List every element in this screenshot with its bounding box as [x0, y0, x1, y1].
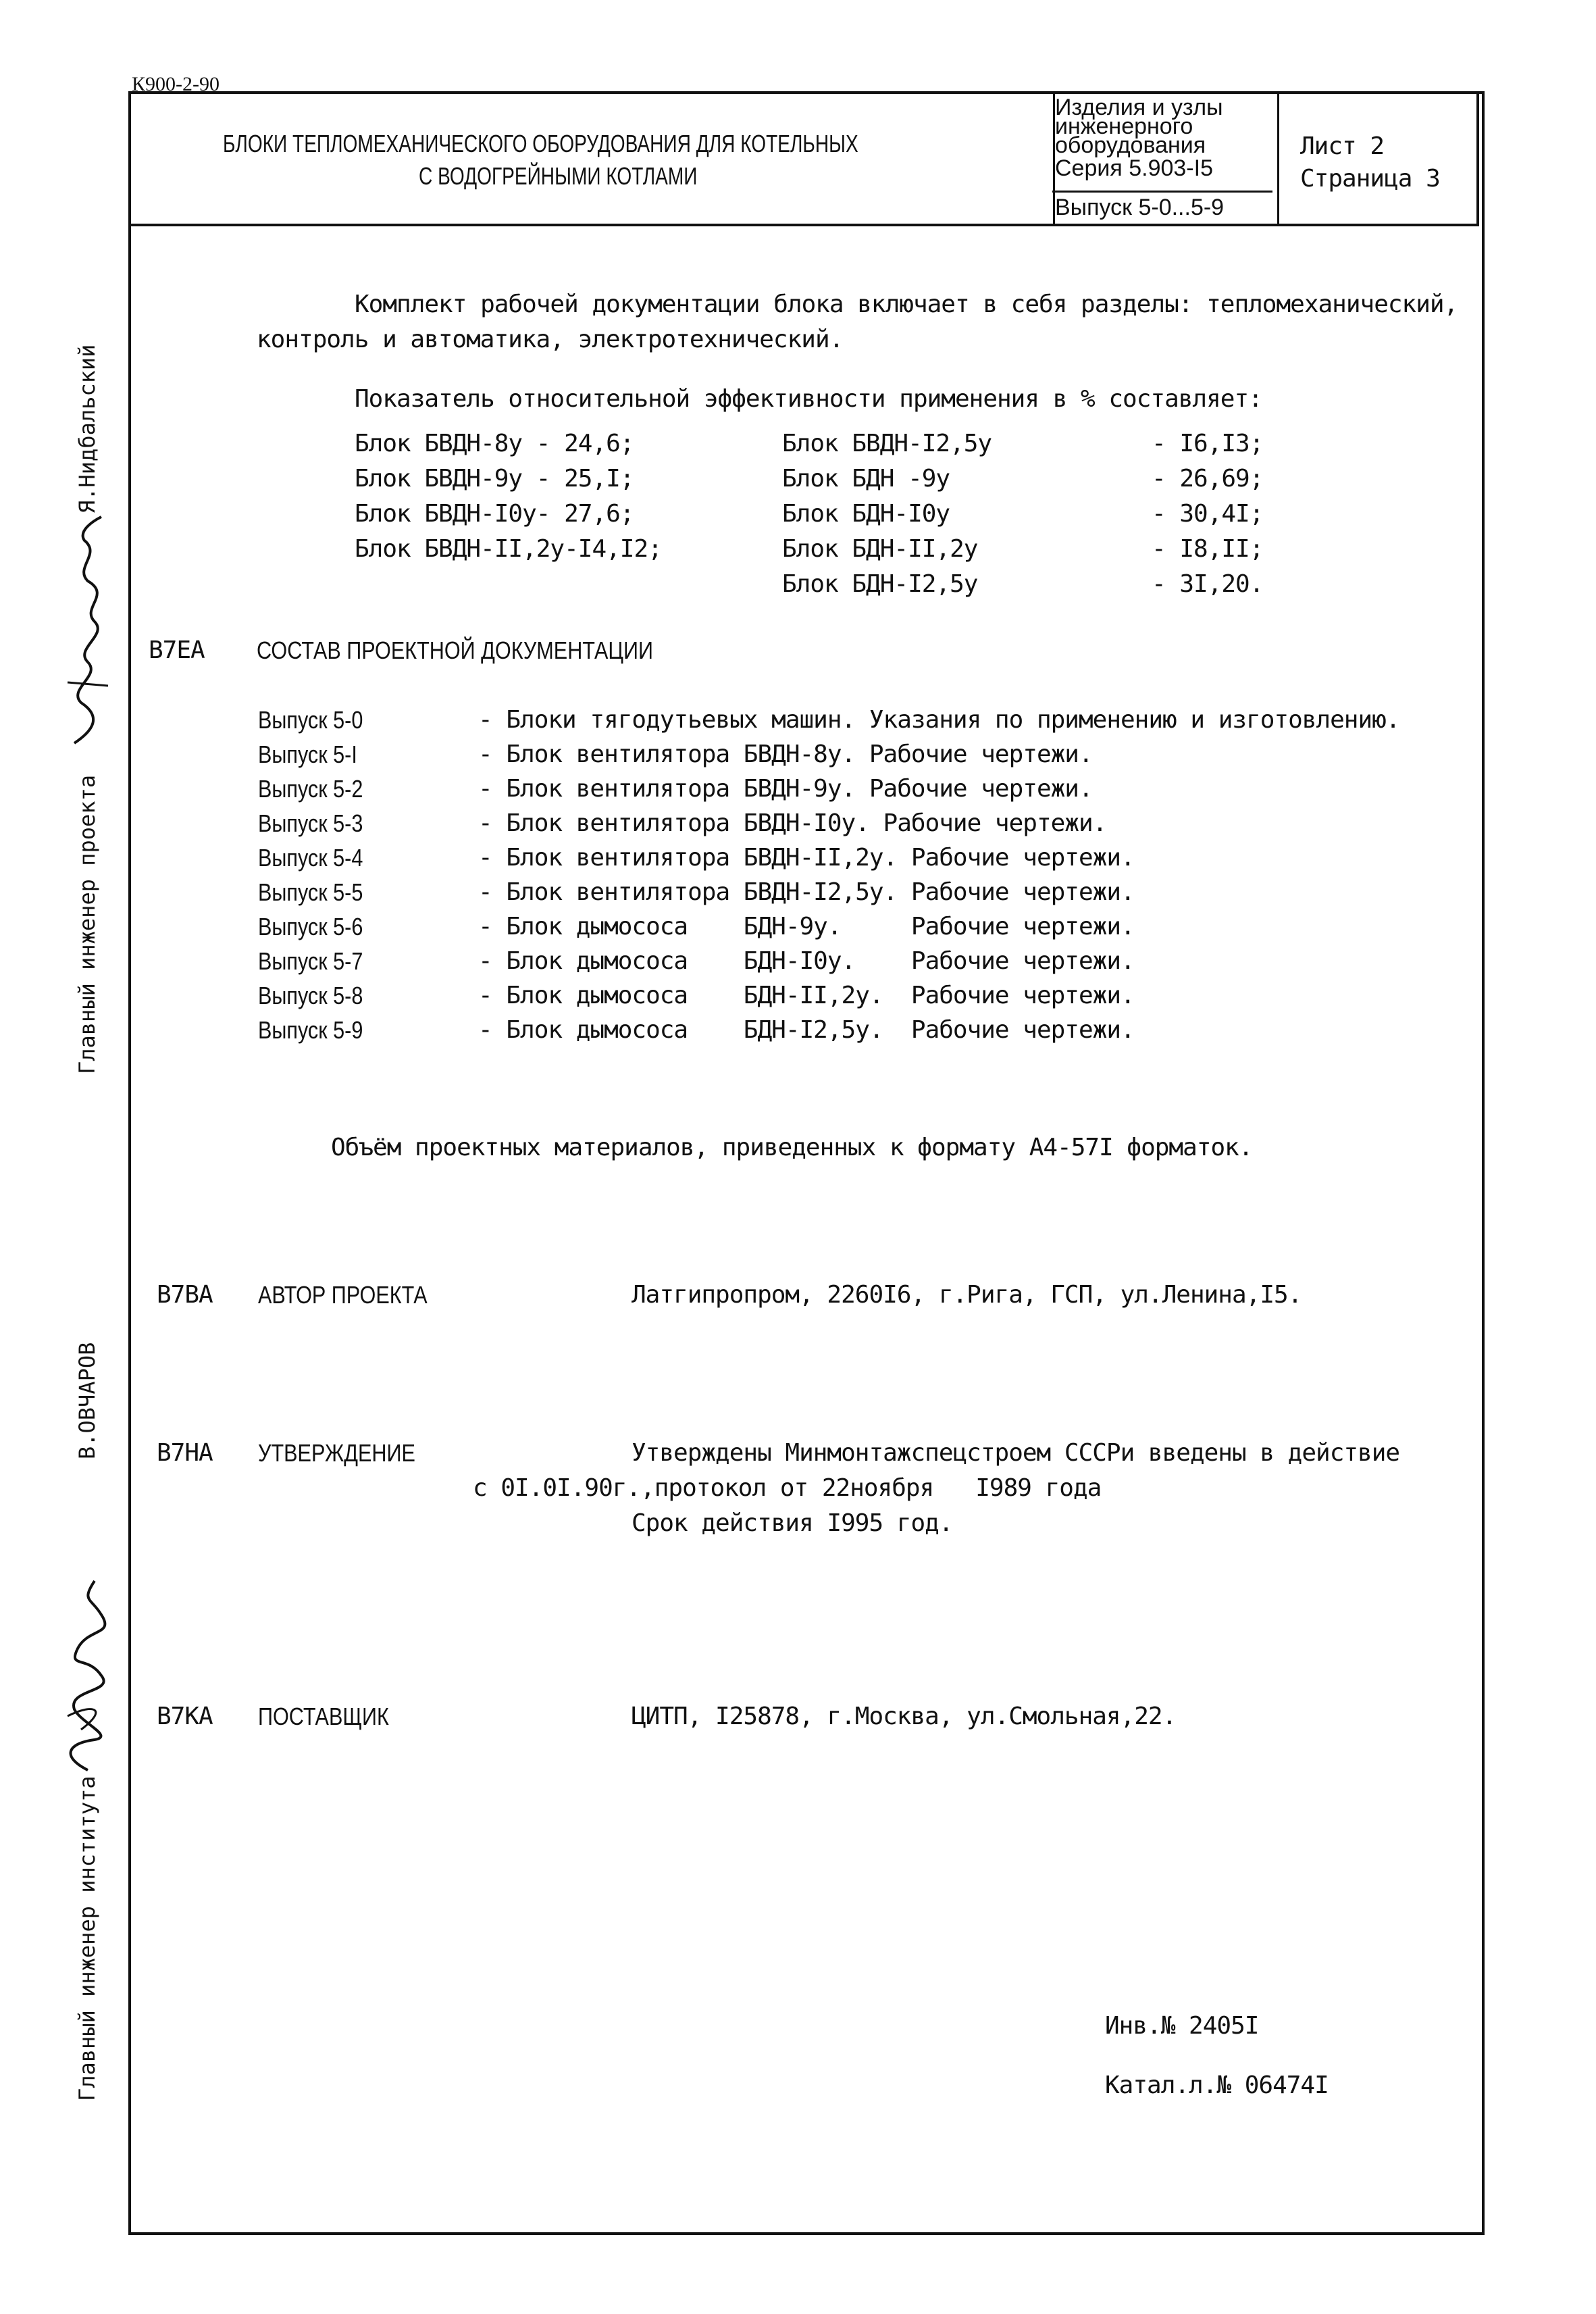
- supplier-code: В7КА: [157, 1703, 213, 1730]
- margin-name-institute-engineer: В.ОВЧАРОВ: [74, 1342, 100, 1459]
- intro-line1: Комплект рабочей документации блока включает в себя разделы: тепломеханический,: [355, 291, 1458, 318]
- header-divider: [1277, 91, 1279, 224]
- issue-description: - Блок вентилятора БВДН-I0у. Рабочие чертежи.: [478, 809, 1107, 837]
- approval-line2: с 0I.0I.90г.,протокол от 22ноября I989 года: [473, 1474, 1102, 1502]
- approval-line3: Срок действия I995 год.: [632, 1509, 953, 1537]
- approval-label: УТВЕРЖДЕНИЕ: [258, 1439, 415, 1467]
- issue-label: Выпуск 5-6: [258, 913, 363, 940]
- efficiency-right-name: Блок БДН-II,2у: [782, 535, 978, 563]
- page-number: Страница 3: [1300, 165, 1440, 193]
- margin-role-chief-institute-engineer: Главный инженер института: [74, 1776, 100, 2101]
- issue-description: - Блок вентилятора БВДН-I2,5у. Рабочие чертежи.: [478, 878, 1135, 906]
- approval-line1: Утверждены Минмонтажспецстроем СССРи введены в действие: [632, 1439, 1400, 1467]
- efficiency-right-name: Блок БВДН-I2,5у: [782, 430, 992, 457]
- issue-label: Выпуск 5-4: [258, 844, 363, 872]
- issue-description: - Блок вентилятора БВДН-8у. Рабочие чертежи.: [478, 740, 1093, 768]
- intro-line2: контроль и автоматика, электротехнический.: [257, 326, 844, 353]
- series-divider: [1052, 191, 1272, 193]
- catalog-number: Катал.л.№ 06474I: [1105, 2071, 1329, 2099]
- series-issues: Выпуск 5-0...5-9: [1055, 195, 1225, 220]
- efficiency-left-item: Блок БВДН-8у - 24,6;: [355, 430, 634, 457]
- efficiency-right-value: - I6,I3;: [1152, 430, 1264, 457]
- efficiency-left-item: Блок БВДН-9у - 25,I;: [355, 465, 634, 493]
- efficiency-left-item: Блок БВДН-II,2у-I4,I2;: [355, 535, 662, 563]
- efficiency-right-name: Блок БДН-I0у: [782, 500, 950, 528]
- efficiency-right-name: Блок БДН-I2,5у: [782, 570, 978, 598]
- efficiency-left-item: Блок БВДН-I0у- 27,6;: [355, 500, 634, 528]
- issue-description: - Блок вентилятора БВДН-9у. Рабочие чертежи.: [478, 775, 1093, 803]
- series-line3: оборудования: [1055, 132, 1206, 158]
- sheet-number: Лист 2: [1300, 132, 1385, 160]
- efficiency-right-value: - 30,4I;: [1152, 500, 1264, 528]
- author-label: АВТОР ПРОЕКТА: [258, 1281, 428, 1309]
- issue-description: - Блок дымососа БДН-I2,5у. Рабочие чертежи.: [478, 1016, 1135, 1044]
- issue-label: Выпуск 5-I: [258, 740, 357, 768]
- supplier-label: ПОСТАВЩИК: [258, 1703, 389, 1730]
- efficiency-right-name: Блок БДН -9у: [782, 465, 950, 493]
- margin-name-project-engineer: Я.Нидбальский: [74, 344, 100, 513]
- issue-label: Выпуск 5-8: [258, 982, 363, 1009]
- series-line4: Серия 5.903-I5: [1055, 155, 1213, 181]
- supplier-text: ЦИТП, I25878, г.Москва, ул.Смольная,22.: [632, 1703, 1177, 1730]
- inventory-number: Инв.№ 2405I: [1105, 2012, 1259, 2040]
- issue-label: Выпуск 5-2: [258, 775, 363, 803]
- efficiency-heading: Показатель относительной эффективности применения в % составляет:: [355, 385, 1262, 413]
- author-text: Латгипропром, 2260I6, г.Рига, ГСП, ул.Ленина,I5.: [632, 1281, 1302, 1309]
- margin-role-chief-project-engineer: Главный инженер проекта: [74, 774, 100, 1074]
- series-line1: Изделия и узлы: [1055, 95, 1223, 120]
- volume-note: Объём проектных материалов, приведенных к формату А4-57I форматок.: [331, 1134, 1253, 1161]
- document-title-line1: БЛОКИ ТЕПЛОМЕХАНИЧЕСКОГО ОБОРУДОВАНИЯ ДЛЯ КОТЕЛЬНЫХ: [223, 130, 858, 157]
- approval-code: В7НА: [157, 1439, 213, 1467]
- series-line2: инженерного: [1055, 114, 1193, 139]
- document-title-line2: С ВОДОГРЕЙНЫМИ КОТЛАМИ: [419, 162, 698, 190]
- issue-label: Выпуск 5-9: [258, 1016, 363, 1044]
- signature-institute-engineer: [41, 1574, 128, 1777]
- efficiency-right-value: - 3I,20.: [1152, 570, 1264, 598]
- efficiency-right-value: - I8,II;: [1152, 535, 1264, 563]
- issue-description: - Блок вентилятора БВДН-II,2у. Рабочие чертежи.: [478, 844, 1135, 872]
- section-code: В7ЕА: [149, 636, 205, 664]
- issue-label: Выпуск 5-5: [258, 878, 363, 906]
- section-heading: СОСТАВ ПРОЕКТНОЙ ДОКУМЕНТАЦИИ: [257, 636, 654, 664]
- issue-description: - Блоки тягодутьевых машин. Указания по применению и изготовлению.: [478, 706, 1400, 734]
- issue-label: Выпуск 5-7: [258, 947, 363, 975]
- signature-project-engineer: [47, 513, 122, 757]
- issue-label: Выпуск 5-3: [258, 809, 363, 837]
- title-block: [128, 91, 1479, 226]
- issue-description: - Блок дымососа БДН-II,2у. Рабочие чертежи.: [478, 982, 1135, 1009]
- document-code: К900-2-90: [132, 73, 220, 95]
- efficiency-right-value: - 26,69;: [1152, 465, 1264, 493]
- issue-description: - Блок дымососа БДН-9у. Рабочие чертежи.: [478, 913, 1135, 940]
- author-code: В7ВА: [157, 1281, 213, 1309]
- issue-description: - Блок дымососа БДН-I0у. Рабочие чертежи.: [478, 947, 1135, 975]
- issue-label: Выпуск 5-0: [258, 706, 363, 734]
